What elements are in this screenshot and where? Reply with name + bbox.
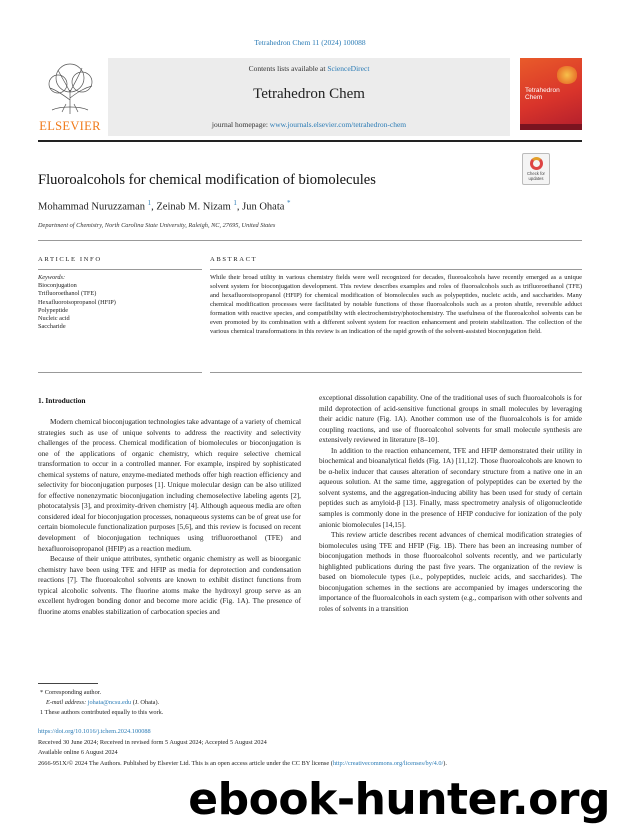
author-separator: , — [236, 201, 243, 213]
keyword-item: Trifluoroethanol (TFE) — [38, 290, 97, 298]
keywords-bottom-rule — [38, 372, 202, 373]
keyword-item: Nucleic acid — [38, 315, 70, 323]
footnote-rule — [38, 683, 98, 684]
author-mark[interactable]: * — [287, 199, 291, 207]
check-updates-label — [523, 172, 549, 182]
abstract-text: While their broad utility in various chemistry fields were well recognized for decades, fluoroalcohols have recently emerged as a unique solvent system for bioconjugation development. This review describes examples and roles of fluoroalcohols such as trifluoroethanol (TFE) and hexafluoroisopropanol (HFIP) for chemical modification of biomolecules such as polypeptides, nucleic acids, and saccharides. Many chemical modification processes were facilitated by notable functions of those fluoroalcohols such as a proton shuttle, reversible adduct formation with reactive species, and compatibility with electrochemistry/photochemistry. The usefulness of the fluoroalcohol solvents can be even promoted by its combination with a different solvent system for reaction enhancement and protein stabilization. The collection of the various chemical transformations in this review is an indication of the rapid growth of the solvent-assisted bioconjugation field. — [210, 274, 582, 335]
sciencedirect-link[interactable]: ScienceDirect — [327, 64, 370, 73]
license-link[interactable]: http://creativecommons.org/licenses/by/4.0/ — [332, 760, 444, 768]
journal-reference[interactable] — [0, 38, 620, 47]
homepage-line — [108, 120, 510, 129]
abstract-rule — [210, 269, 582, 270]
keyword-item: Bioconjugation — [38, 282, 77, 290]
keywords-label: Keywords: — [38, 274, 66, 281]
author-email-link[interactable]: johata@ncsu.edu — [87, 698, 132, 706]
check-updates-icon — [530, 157, 543, 170]
license-line — [38, 759, 447, 770]
cover-graphic — [556, 66, 578, 84]
equal-contribution-note: 1 These authors contributed equally to this work. — [40, 708, 164, 716]
body-paragraph: This review article describes recent advances of chemical modification strategies of biomolecules using TFE and HFIP (Fig. 1B). There has been an increasing number of bioconjugation methods in those fluoroalcohol solvents recently, and we particularly highlighted publications during the past five years. The organization of the review is based on biomolecule types (i.e., polypeptides, nucleic acids, and saccharides). The bioconjugation schemes in the sections are accompanied by images underscoring the importance of the fluoroalcohols in each system (e.g., comparison with other solvents and roles of solvents in a transition — [319, 531, 582, 613]
journal-reference-link[interactable]: Tetrahedron Chem 11 (2024) 100088 — [254, 38, 366, 47]
body-paragraph: Modern chemical bioconjugation technologies take advantage of a variety of chemical strategies such as use of unique solvents to address the reactivity and selectivity challenges of the process. Chemical modification of biomolecules or bioconjugation is one of the applications of organic chemistry, which require selective chemical transformation to occur in a controlled manner. For example, inspired by sophisticated chemical systems of nature, enzyme-mediated methods offer high reaction efficiency and selectivity for bioconjugation purposes [1]. Unique molecular design can be also utilized for effective nonenzymatic bioconjugation including chemoselective labeling agents [2], photocatalysis [3], and proximity-driven chemistry [4]. Although aqueous media are often considered ideal for bioconjugation processes, nonaqueous systems can be of great use for certain biomolecule functionalization purposes [5,6], and this review is focused on recent development of bioconjugation techniques using trifluoroethanol (TFE) and hexafluoroisopropanol (HFIP) as a reaction medium. — [38, 418, 301, 553]
abstract-bottom-rule — [210, 372, 582, 373]
author-name[interactable]: Mohammad Nuruzzaman — [38, 201, 146, 213]
email-label: E-mail address: — [46, 698, 88, 706]
affiliation: Department of Chemistry, North Carolina State University, Raleigh, NC, 27695, United States — [38, 222, 276, 229]
email-suffix: (J. Ohata). — [131, 698, 160, 706]
watermark-text: ebook-hunter.org — [188, 774, 610, 825]
contents-prefix: Contents lists available at — [248, 64, 328, 73]
cover-title-line2: Chem — [525, 94, 543, 101]
check-for-updates-badge[interactable] — [522, 153, 550, 185]
masthead-rule — [38, 140, 582, 142]
author-separator: , — [151, 201, 157, 213]
author-name[interactable]: Zeinab M. Nizam — [156, 201, 231, 213]
article-title: Fluoroalcohols for chemical modification of biomolecules — [38, 172, 376, 188]
contents-line — [108, 64, 510, 73]
article-info-heading: ARTICLE INFO — [38, 256, 102, 263]
keywords-block — [38, 274, 116, 331]
check-updates-line1: Check for — [527, 171, 545, 176]
author-mark[interactable]: 1 — [233, 199, 237, 207]
journal-cover-thumbnail[interactable] — [520, 58, 582, 130]
author-list — [38, 199, 291, 213]
author-mark[interactable]: 1 — [147, 199, 152, 207]
elsevier-logo[interactable] — [38, 58, 102, 136]
license-suffix: ). — [443, 760, 447, 768]
body-column-left — [38, 417, 301, 617]
author-rule — [38, 240, 582, 241]
cover-title-line1: Tetrahedron — [525, 87, 560, 94]
journal-name: Tetrahedron Chem — [253, 86, 365, 102]
journal-homepage-link[interactable]: www.journals.elsevier.com/tetrahedron-chem — [269, 120, 407, 129]
author-name[interactable]: Jun Ohata — [242, 201, 285, 213]
journal-masthead — [38, 58, 582, 136]
abstract-heading: ABSTRACT — [210, 256, 258, 263]
elsevier-tree-icon — [42, 60, 98, 116]
homepage-prefix: journal homepage: — [211, 120, 270, 129]
license-prefix: 2666-951X/© 2024 The Authors. Published by Elsevier Ltd. This is an open access article under the CC BY license ( — [38, 760, 333, 768]
cover-title — [525, 87, 560, 101]
article-info-rule — [38, 269, 202, 270]
received-dates: Received 30 June 2024; Received in revised form 5 August 2024; Accepted 5 August 2024 — [38, 738, 267, 746]
keyword-item: Polypeptide — [38, 306, 69, 314]
cover-strip — [520, 124, 582, 130]
body-paragraph: Because of their unique attributes, synthetic organic chemistry as well as bioorganic chemistry have been using TFE and HFIP as media for deprotection and condensation reactions [7]. The fluoroalcohol solvents are known to exhibit distinct functions from typical alcoholic solvents. The fluorine atoms make the hydroxyl group serve as an excellent hydrogen bonding donor and become more acidic (Fig. 1A). The presence of fluorine atoms enables stabilization of carbocation species and — [38, 555, 301, 616]
masthead-center — [108, 58, 510, 136]
body-column-right — [319, 393, 582, 614]
check-updates-line2: updates — [528, 175, 544, 181]
body-paragraph: exceptional dissolution capability. One of the traditional uses of such fluoroalcohols is for mild deprotection of acid-sensitive functional groups in small molecules by leveraging their acidic nature (Fig. 1A). Another common use of the fluoroalcohols is for amide coupling reactions, and use of fluoroalcohol solvents for small molecule synthesis are extensively reviewed in literature [8–10]. — [319, 394, 582, 445]
body-paragraph: In addition to the reaction enhancement, TFE and HFIP demonstrated their utility in biochemical and bioanalytical fields (Fig. 1A) [11,12]. Those fluoroalcohols are known to be α-helix inducer that causes alteration of secondary structure from a native one in an aqueous solution. At the same time, aggregation of polypeptides can be exerted by the solvent systems, and the aggregation-inducing ability has been used for study of certain peptides such as amyloid-β [13]. Finally, mass spectrometry analysis of oligonucleotide samples is commonly done in the presence of HFIP conducive for ionization of the poly anionic biomolecules [14,15]. — [319, 446, 582, 529]
keyword-item: Saccharide — [38, 323, 66, 331]
keyword-item: Hexafluoroisopropanol (HFIP) — [38, 298, 116, 306]
doi-link[interactable]: https://doi.org/10.1016/j.tchem.2024.100088 — [38, 728, 151, 735]
section-heading-introduction: 1. Introduction — [38, 396, 86, 405]
email-note — [40, 698, 163, 708]
corresponding-author-note: * Corresponding author. — [40, 689, 102, 696]
footnotes — [40, 688, 163, 718]
article-meta — [38, 727, 447, 770]
available-online: Available online 6 August 2024 — [38, 749, 118, 757]
elsevier-wordmark: ELSEVIER — [39, 119, 101, 133]
